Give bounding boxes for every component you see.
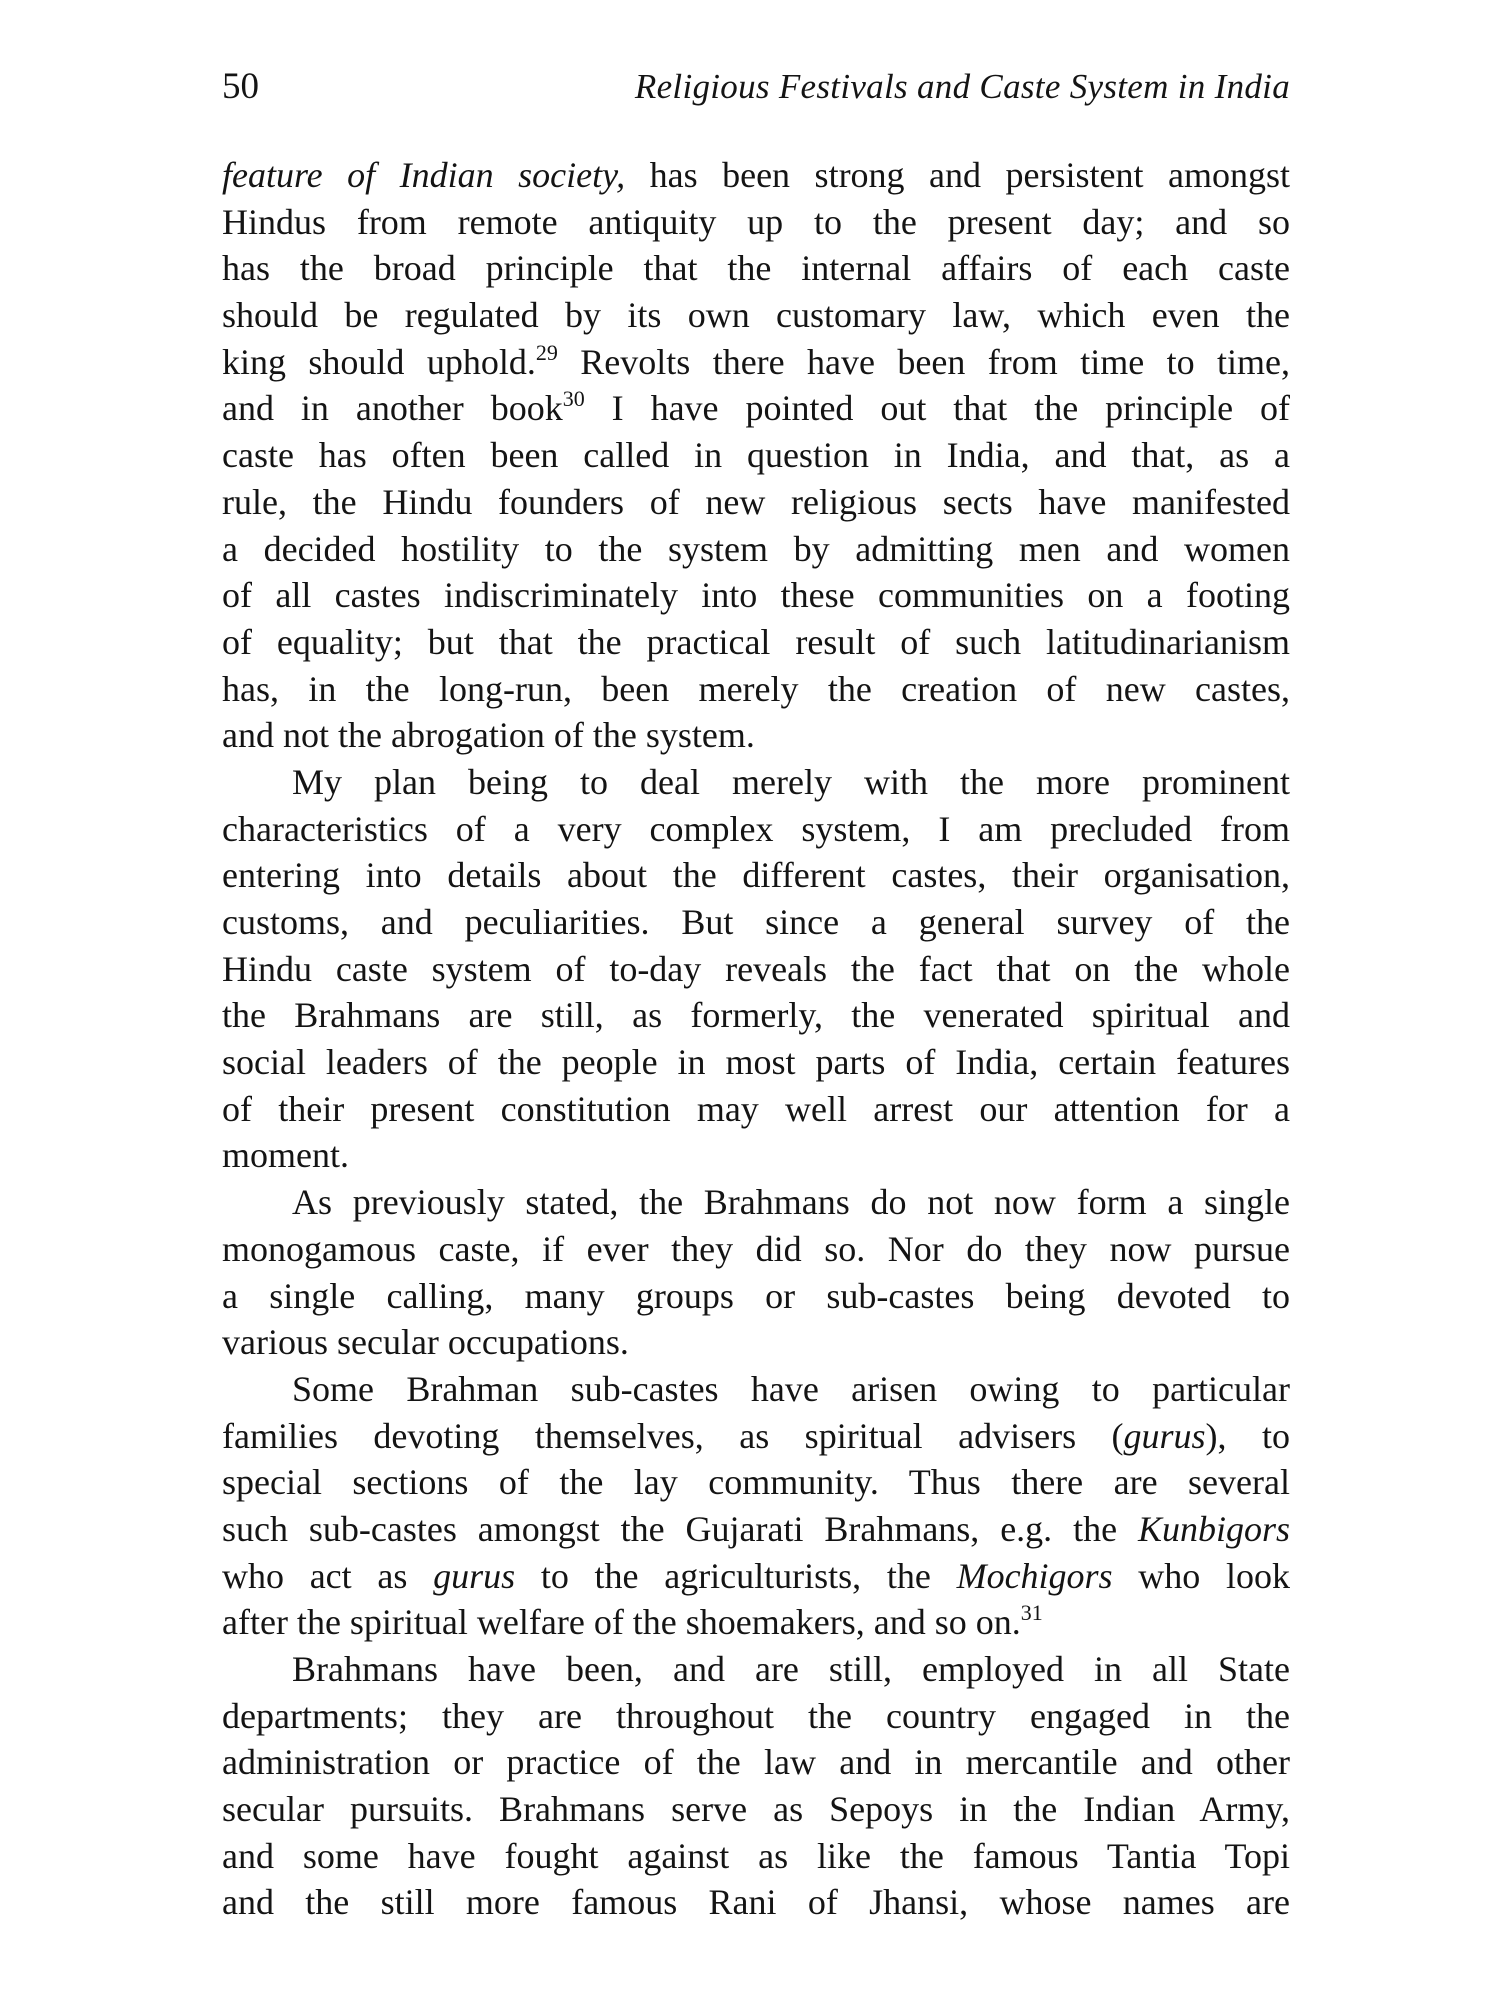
text-line: families devoting themselves, as spiritual advisers (gurus), to — [222, 1415, 1290, 1456]
text-line: special sections of the lay community. Thus there are several — [222, 1462, 1290, 1503]
text-line: should be regulated by its own customary law, which even the — [222, 295, 1290, 336]
italic-term: Kunbigors — [1137, 1508, 1290, 1549]
footnote-ref: 30 — [562, 386, 585, 412]
text-line: departments; they are throughout the country engaged in the — [222, 1695, 1290, 1736]
text-line: of all castes indiscriminately into these communities on a footing — [222, 575, 1290, 616]
paragraph-start: Brahmans have been, and are still, employed in all State — [292, 1649, 1290, 1689]
italic-term: gurus — [433, 1555, 516, 1596]
text-line: has, in the long-run, been merely the creation of new castes, — [222, 668, 1290, 709]
italic-term: gurus — [1123, 1415, 1206, 1456]
text-line: such sub-castes amongst the Gujarati Brahmans, e.g. the Kunbigors — [222, 1508, 1290, 1549]
text-line: secular pursuits. Brahmans serve as Sepoys in the Indian Army, — [222, 1789, 1290, 1830]
body-text — [222, 152, 1290, 1926]
text-line: after the spiritual welfare of the shoemakers, and so on.$^{31}$ — [222, 1600, 1043, 1643]
text-line: and some have fought against as like the famous Tantia Topi — [222, 1835, 1290, 1876]
running-head — [222, 62, 1290, 112]
text-line: entering into details about the different castes, their organisation, — [222, 855, 1290, 896]
paragraph-start: As previously stated, the Brahmans do not now form a single — [292, 1182, 1290, 1223]
text-line: has the broad principle that the internal affairs of each caste — [222, 248, 1290, 289]
paragraph-start: My plan being to deal merely with the more prominent — [292, 761, 1290, 802]
paragraph-start: Some Brahman sub-castes have arisen owing to particular — [292, 1368, 1290, 1409]
text-line: Hindu caste system of to-day reveals the fact that on the whole — [222, 948, 1290, 989]
text-line: and not the abrogation of the system. — [222, 715, 755, 756]
text-line: and in another book$^{30}$ I have pointed out that the principle of — [222, 386, 1290, 429]
text-line: and the still more famous Rani of Jhansi, whose names are — [222, 1882, 1290, 1923]
text-line: a decided hostility to the system by admitting men and women — [222, 528, 1290, 569]
running-title: Religious Festivals and Caste System in India — [634, 67, 1290, 106]
text-line: feature of Indian society, has been strong and persistent amongst — [222, 155, 1291, 195]
text-line: caste has often been called in question in India, and that, as a — [222, 435, 1290, 476]
text-line: Hindus from remote antiquity up to the present day; and so — [222, 201, 1290, 242]
text-line: who act as gurus to the agriculturists, the Mochigors who look — [222, 1555, 1290, 1596]
text-line: social leaders of the people in most parts of India, certain features — [222, 1042, 1290, 1083]
text-line: king should uphold.$^{29}$ Revolts there have been from time to time, — [222, 339, 1290, 382]
text-line: various secular occupations. — [222, 1322, 629, 1363]
text-line: customs, and peculiarities. But since a general survey of the — [222, 902, 1290, 942]
text-line: of equality; but that the practical result of such latitudinarianism — [222, 621, 1290, 662]
italic-phrase: feature of Indian society, — [222, 155, 626, 195]
page-number: 50 — [222, 66, 259, 107]
italic-term: Mochigors — [956, 1555, 1113, 1596]
footnote-ref: 31 — [1020, 1600, 1043, 1626]
text-line: a single calling, many groups or sub-castes being devoted to — [222, 1275, 1290, 1316]
text-line: administration or practice of the law and in mercantile and other — [222, 1742, 1290, 1783]
text-line: moment. — [222, 1135, 349, 1176]
text-line: monogamous caste, if ever they did so. Nor do they now pursue — [222, 1228, 1290, 1269]
footnote-ref: 29 — [535, 339, 558, 365]
text-line: rule, the Hindu founders of new religious sects have manifested — [222, 481, 1290, 522]
text-line: the Brahmans are still, as formerly, the venerated spiritual and — [222, 995, 1290, 1036]
text-line: of their present constitution may well arrest our attention for a — [222, 1088, 1290, 1129]
text-line: characteristics of a very complex system, I am precluded from — [222, 808, 1290, 849]
